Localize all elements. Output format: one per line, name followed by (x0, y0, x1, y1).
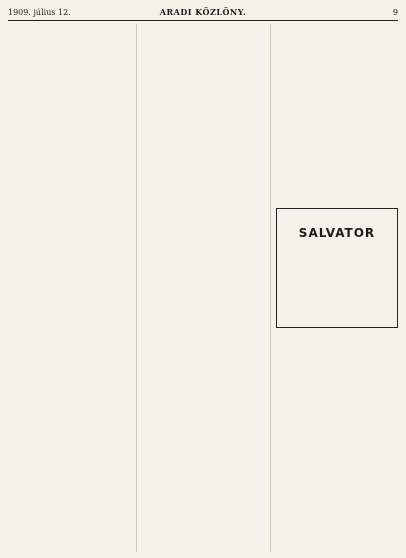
article-heading (8, 113, 130, 118)
article-paragraph (8, 187, 130, 199)
page-number: 9 (392, 8, 398, 17)
article-paragraph (8, 200, 130, 220)
newspaper-title: ARADI KÖZLÖNY. (159, 7, 247, 17)
article-paragraph (142, 112, 264, 124)
article-paragraph (276, 24, 398, 69)
article-paragraph (142, 247, 264, 267)
masthead (8, 6, 398, 21)
article-paragraph (8, 24, 130, 69)
article-paragraph (142, 234, 264, 246)
article-paragraph (276, 171, 398, 191)
article-heading (8, 222, 130, 227)
ad-line (280, 254, 394, 259)
article-paragraph (8, 91, 130, 111)
ad-line (280, 213, 394, 218)
ad-line (280, 260, 394, 265)
article-paragraph (142, 154, 264, 166)
ad-brand-name: SALVATOR (298, 226, 376, 240)
article-paragraph (276, 112, 398, 124)
article-paragraph (142, 268, 264, 288)
article-paragraph (8, 120, 130, 165)
article-paragraph (276, 70, 398, 90)
article-paragraph (8, 70, 130, 90)
column-3 (270, 24, 398, 552)
article-paragraph (276, 91, 398, 111)
ad-line (280, 242, 394, 247)
article-paragraph (8, 242, 130, 262)
article-paragraph (8, 263, 130, 283)
advertisement-box (276, 208, 398, 328)
issue-date: 1909. július 12. (8, 8, 71, 17)
article-paragraph (142, 188, 264, 233)
article-paragraph (142, 70, 264, 90)
article-paragraph (8, 229, 130, 241)
article-heading (142, 126, 264, 131)
ad-line (280, 266, 394, 271)
article-paragraph (8, 284, 130, 329)
ad-line (280, 219, 394, 224)
article-paragraph (142, 91, 264, 111)
ad-line (280, 248, 394, 253)
text-columns (8, 24, 398, 552)
article-paragraph (8, 166, 130, 186)
article-paragraph (142, 133, 264, 153)
column-1 (8, 24, 130, 552)
article-paragraph (142, 167, 264, 187)
article-paragraph (276, 125, 398, 170)
article-paragraph (276, 192, 398, 204)
article-paragraph (142, 24, 264, 69)
column-2 (136, 24, 264, 552)
